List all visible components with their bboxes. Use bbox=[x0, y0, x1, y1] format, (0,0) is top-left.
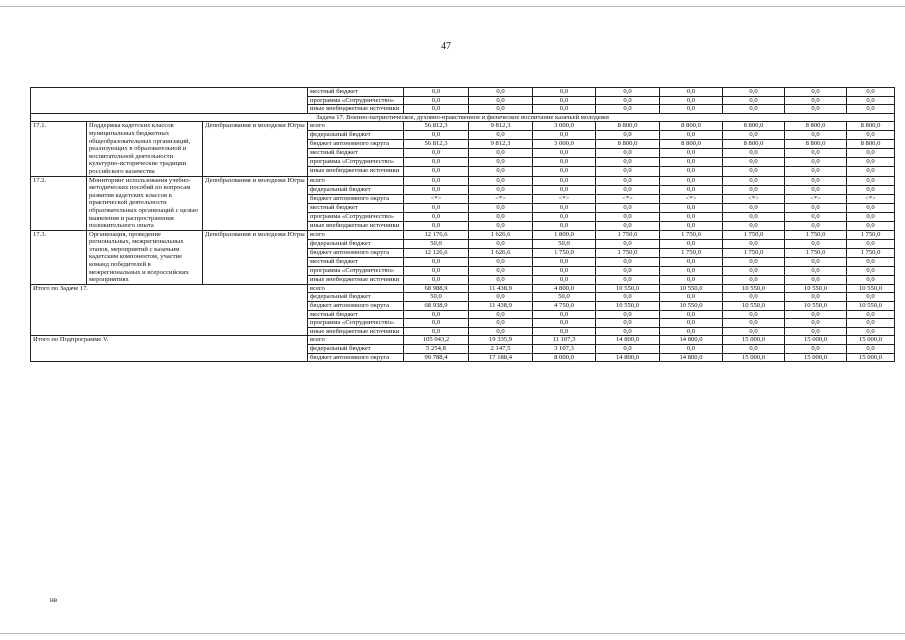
value-cell: 0,0 bbox=[660, 239, 723, 248]
item-name: Мониторинг использования учебно-методических пособий по вопросам развития кадетских классов в практической деятельности образовательных организаций с целью выявления и распространения положительного опыта bbox=[87, 176, 203, 230]
source-cell: иные внебюджетные источники bbox=[308, 275, 404, 284]
value-cell: 10 550,0 bbox=[785, 302, 847, 311]
value-cell: 0,0 bbox=[404, 96, 469, 105]
value-cell: 0,0 bbox=[785, 131, 847, 140]
value-cell: 56 812,3 bbox=[404, 140, 469, 149]
value-cell: 0,0 bbox=[660, 149, 723, 158]
value-cell: 0,0 bbox=[404, 257, 469, 266]
source-cell: всего bbox=[308, 230, 404, 239]
value-cell: 1 750,0 bbox=[785, 248, 847, 257]
value-cell: 14 800,0 bbox=[596, 353, 660, 362]
value-cell: 0,0 bbox=[469, 203, 533, 212]
source-cell: бюджет автономного округа bbox=[308, 140, 404, 149]
source-cell: федеральный бюджет bbox=[308, 293, 404, 302]
value-cell: 0,0 bbox=[847, 310, 895, 319]
value-cell: 50,0 bbox=[533, 239, 596, 248]
value-cell: 8 800,0 bbox=[723, 140, 785, 149]
value-cell: 14 800,0 bbox=[596, 336, 660, 345]
item-name: Поддержка кадетских классов муниципальных бюджетных общеобразовательных организаций, реализующих в образовательной и воспитательной деятельности культурно-исторические традиции российского казачества bbox=[87, 122, 203, 176]
value-cell: 10 550,0 bbox=[847, 284, 895, 293]
value-cell: 0,0 bbox=[785, 88, 847, 97]
value-cell: 0,0 bbox=[660, 266, 723, 275]
value-cell: 1 750,0 bbox=[596, 248, 660, 257]
total-label: Итого по Подпрограмме V. bbox=[31, 336, 308, 362]
value-cell: 0,0 bbox=[723, 167, 785, 176]
value-cell: 0,0 bbox=[404, 158, 469, 167]
value-cell: <*> bbox=[847, 194, 895, 203]
value-cell: <*> bbox=[533, 194, 596, 203]
value-cell: 10 550,0 bbox=[847, 302, 895, 311]
source-cell: иные внебюджетные источники bbox=[308, 167, 404, 176]
source-cell: федеральный бюджет bbox=[308, 131, 404, 140]
value-cell: 0,0 bbox=[469, 185, 533, 194]
source-cell: всего bbox=[308, 284, 404, 293]
value-cell: 0,0 bbox=[404, 149, 469, 158]
value-cell: 0,0 bbox=[723, 266, 785, 275]
value-cell: 11 438,9 bbox=[469, 284, 533, 293]
source-cell: бюджет автономного округа bbox=[308, 353, 404, 362]
value-cell: 11 438,9 bbox=[469, 302, 533, 311]
value-cell: 0,0 bbox=[469, 96, 533, 105]
value-cell: 0,0 bbox=[596, 176, 660, 185]
value-cell: 0,0 bbox=[404, 203, 469, 212]
value-cell: 10 550,0 bbox=[785, 284, 847, 293]
value-cell: 0,0 bbox=[847, 275, 895, 284]
value-cell: 8 000,0 bbox=[533, 353, 596, 362]
value-cell: 1 626,6 bbox=[469, 230, 533, 239]
source-cell: местный бюджет bbox=[308, 257, 404, 266]
value-cell: 0,0 bbox=[533, 176, 596, 185]
value-cell: 0,0 bbox=[533, 212, 596, 221]
value-cell: 0,0 bbox=[596, 131, 660, 140]
value-cell: 0,0 bbox=[660, 221, 723, 230]
source-cell: всего bbox=[308, 176, 404, 185]
value-cell: 0,0 bbox=[596, 203, 660, 212]
value-cell: 0,0 bbox=[723, 221, 785, 230]
value-cell: 0,0 bbox=[596, 327, 660, 336]
value-cell: 0,0 bbox=[723, 96, 785, 105]
value-cell: 0,0 bbox=[847, 239, 895, 248]
value-cell: 0,0 bbox=[847, 149, 895, 158]
value-cell: 0,0 bbox=[660, 293, 723, 302]
table-row bbox=[31, 176, 895, 185]
value-cell: 0,0 bbox=[533, 266, 596, 275]
value-cell: 14 800,0 bbox=[660, 353, 723, 362]
value-cell: <*> bbox=[469, 194, 533, 203]
value-cell: 0,0 bbox=[596, 239, 660, 248]
value-cell: 0,0 bbox=[660, 275, 723, 284]
value-cell: 8 800,0 bbox=[847, 140, 895, 149]
value-cell: 0,0 bbox=[469, 149, 533, 158]
value-cell: 1 750,0 bbox=[847, 248, 895, 257]
value-cell: 50,0 bbox=[533, 293, 596, 302]
value-cell: 0,0 bbox=[404, 275, 469, 284]
value-cell: 0,0 bbox=[785, 257, 847, 266]
source-cell: федеральный бюджет bbox=[308, 345, 404, 354]
value-cell: 4 750,0 bbox=[533, 302, 596, 311]
value-cell: 0,0 bbox=[785, 212, 847, 221]
value-cell: 0,0 bbox=[469, 310, 533, 319]
source-cell: иные внебюджетные источники bbox=[308, 105, 404, 114]
value-cell: 0,0 bbox=[660, 176, 723, 185]
value-cell: 0,0 bbox=[847, 221, 895, 230]
value-cell: 0,0 bbox=[660, 167, 723, 176]
value-cell: 0,0 bbox=[596, 310, 660, 319]
value-cell: 0,0 bbox=[469, 167, 533, 176]
table-row bbox=[31, 88, 895, 97]
source-cell: программа «Сотрудничество» bbox=[308, 212, 404, 221]
source-cell: местный бюджет bbox=[308, 203, 404, 212]
value-cell: <*> bbox=[785, 194, 847, 203]
value-cell: 0,0 bbox=[723, 327, 785, 336]
value-cell: 0,0 bbox=[404, 88, 469, 97]
value-cell: 0,0 bbox=[847, 293, 895, 302]
value-cell: 0,0 bbox=[847, 327, 895, 336]
value-cell: <*> bbox=[660, 194, 723, 203]
value-cell: 0,0 bbox=[533, 257, 596, 266]
value-cell: 1 800,0 bbox=[533, 230, 596, 239]
value-cell: 0,0 bbox=[404, 327, 469, 336]
value-cell: 0,0 bbox=[404, 319, 469, 328]
value-cell: 0,0 bbox=[847, 96, 895, 105]
value-cell: 0,0 bbox=[785, 275, 847, 284]
footer-mark: нв bbox=[50, 596, 58, 604]
value-cell: 0,0 bbox=[847, 345, 895, 354]
value-cell: 5 254,8 bbox=[404, 345, 469, 354]
budget-table bbox=[30, 87, 895, 362]
value-cell: 0,0 bbox=[533, 158, 596, 167]
value-cell: 0,0 bbox=[533, 310, 596, 319]
value-cell: 1 750,0 bbox=[723, 230, 785, 239]
source-cell: местный бюджет bbox=[308, 149, 404, 158]
value-cell: 0,0 bbox=[847, 212, 895, 221]
value-cell: 0,0 bbox=[723, 257, 785, 266]
value-cell: 0,0 bbox=[469, 176, 533, 185]
source-cell: местный бюджет bbox=[308, 310, 404, 319]
total-label: Итого по Задаче 17. bbox=[31, 284, 308, 336]
value-cell: 0,0 bbox=[723, 105, 785, 114]
value-cell: 0,0 bbox=[723, 345, 785, 354]
value-cell: 0,0 bbox=[723, 131, 785, 140]
value-cell: 0,0 bbox=[533, 96, 596, 105]
value-cell: 1 750,0 bbox=[596, 230, 660, 239]
value-cell: 8 800,0 bbox=[785, 122, 847, 131]
value-cell: 0,0 bbox=[404, 310, 469, 319]
value-cell: 0,0 bbox=[469, 105, 533, 114]
value-cell: 0,0 bbox=[660, 310, 723, 319]
value-cell: 0,0 bbox=[723, 158, 785, 167]
scan-bottom-line bbox=[0, 633, 905, 634]
value-cell: 0,0 bbox=[596, 266, 660, 275]
value-cell: 0,0 bbox=[847, 266, 895, 275]
total-row bbox=[31, 336, 895, 345]
value-cell: 0,0 bbox=[723, 293, 785, 302]
value-cell: 15 000,0 bbox=[847, 353, 895, 362]
value-cell: 0,0 bbox=[533, 327, 596, 336]
value-cell: 10 550,0 bbox=[723, 284, 785, 293]
value-cell: 1 750,0 bbox=[847, 230, 895, 239]
value-cell: 0,0 bbox=[847, 105, 895, 114]
value-cell: 1 750,0 bbox=[723, 248, 785, 257]
value-cell: 0,0 bbox=[596, 257, 660, 266]
value-cell: 0,0 bbox=[660, 131, 723, 140]
value-cell: 0,0 bbox=[785, 319, 847, 328]
value-cell: 0,0 bbox=[533, 203, 596, 212]
value-cell: 8 800,0 bbox=[596, 140, 660, 149]
value-cell: 0,0 bbox=[469, 239, 533, 248]
source-cell: иные внебюджетные источники bbox=[308, 221, 404, 230]
value-cell: 99 788,4 bbox=[404, 353, 469, 362]
value-cell: 0,0 bbox=[785, 221, 847, 230]
source-cell: программа «Сотрудничество» bbox=[308, 266, 404, 275]
value-cell: 0,0 bbox=[596, 158, 660, 167]
item-number: 17.2. bbox=[31, 176, 87, 230]
value-cell: 0,0 bbox=[723, 310, 785, 319]
value-cell: 0,0 bbox=[847, 176, 895, 185]
value-cell: 9 812,3 bbox=[469, 122, 533, 131]
value-cell: 15 000,0 bbox=[723, 353, 785, 362]
value-cell: 0,0 bbox=[469, 266, 533, 275]
value-cell: 0,0 bbox=[723, 275, 785, 284]
value-cell: 15 000,0 bbox=[847, 336, 895, 345]
value-cell: 0,0 bbox=[785, 203, 847, 212]
value-cell: 2 147,5 bbox=[469, 345, 533, 354]
value-cell: 0,0 bbox=[847, 158, 895, 167]
value-cell: 1 750,0 bbox=[660, 230, 723, 239]
value-cell: 0,0 bbox=[596, 96, 660, 105]
source-cell: местный бюджет bbox=[308, 88, 404, 97]
value-cell: 105 043,2 bbox=[404, 336, 469, 345]
value-cell: <*> bbox=[404, 194, 469, 203]
value-cell: 50,0 bbox=[404, 239, 469, 248]
value-cell: 19 335,9 bbox=[469, 336, 533, 345]
value-cell: 0,0 bbox=[660, 212, 723, 221]
value-cell: 0,0 bbox=[847, 131, 895, 140]
value-cell: 0,0 bbox=[596, 212, 660, 221]
value-cell: 1 750,0 bbox=[785, 230, 847, 239]
empty-cell bbox=[31, 88, 308, 114]
value-cell: 10 550,0 bbox=[660, 302, 723, 311]
value-cell: 0,0 bbox=[660, 105, 723, 114]
value-cell: 0,0 bbox=[404, 105, 469, 114]
value-cell: 0,0 bbox=[785, 327, 847, 336]
value-cell: 0,0 bbox=[469, 257, 533, 266]
value-cell: 0,0 bbox=[533, 131, 596, 140]
value-cell: 10 550,0 bbox=[596, 284, 660, 293]
value-cell: 8 800,0 bbox=[847, 122, 895, 131]
value-cell: 0,0 bbox=[404, 176, 469, 185]
value-cell: 10 550,0 bbox=[660, 284, 723, 293]
value-cell: 15 000,0 bbox=[785, 353, 847, 362]
value-cell: 0,0 bbox=[596, 293, 660, 302]
value-cell: 0,0 bbox=[847, 257, 895, 266]
value-cell: 0,0 bbox=[596, 167, 660, 176]
value-cell: 10 550,0 bbox=[596, 302, 660, 311]
value-cell: 8 800,0 bbox=[785, 140, 847, 149]
item-number: 17.3. bbox=[31, 230, 87, 284]
value-cell: 12 176,6 bbox=[404, 230, 469, 239]
item-executor: Депобразования и молодежи Югры bbox=[203, 230, 308, 284]
value-cell: 0,0 bbox=[469, 88, 533, 97]
value-cell: 0,0 bbox=[469, 275, 533, 284]
value-cell: 0,0 bbox=[404, 221, 469, 230]
page-number: 47 bbox=[441, 41, 451, 52]
value-cell: 0,0 bbox=[660, 327, 723, 336]
value-cell: 0,0 bbox=[847, 185, 895, 194]
value-cell: 0,0 bbox=[785, 185, 847, 194]
value-cell: 0,0 bbox=[660, 96, 723, 105]
source-cell: федеральный бюджет bbox=[308, 239, 404, 248]
value-cell: 0,0 bbox=[404, 131, 469, 140]
value-cell: 3 107,3 bbox=[533, 345, 596, 354]
value-cell: 0,0 bbox=[533, 319, 596, 328]
scan-top-line bbox=[0, 6, 905, 7]
value-cell: 0,0 bbox=[847, 167, 895, 176]
value-cell: 0,0 bbox=[533, 88, 596, 97]
total-row bbox=[31, 284, 895, 293]
value-cell: 3 000,0 bbox=[533, 140, 596, 149]
value-cell: 0,0 bbox=[404, 212, 469, 221]
value-cell: 0,0 bbox=[596, 105, 660, 114]
table-body bbox=[31, 88, 895, 362]
value-cell: 1 626,6 bbox=[469, 248, 533, 257]
task-header-row bbox=[31, 113, 895, 122]
item-number: 17.1. bbox=[31, 122, 87, 176]
source-cell: бюджет автономного округа bbox=[308, 302, 404, 311]
value-cell: 0,0 bbox=[785, 310, 847, 319]
value-cell: 10 550,0 bbox=[723, 302, 785, 311]
value-cell: 0,0 bbox=[723, 185, 785, 194]
value-cell: <*> bbox=[723, 194, 785, 203]
value-cell: 0,0 bbox=[533, 149, 596, 158]
value-cell: 15 000,0 bbox=[723, 336, 785, 345]
value-cell: 0,0 bbox=[660, 319, 723, 328]
value-cell: 9 812,3 bbox=[469, 140, 533, 149]
value-cell: 0,0 bbox=[785, 266, 847, 275]
value-cell: 0,0 bbox=[469, 131, 533, 140]
value-cell: 68 988,9 bbox=[404, 284, 469, 293]
value-cell: 0,0 bbox=[785, 345, 847, 354]
value-cell: 0,0 bbox=[404, 266, 469, 275]
value-cell: 0,0 bbox=[723, 239, 785, 248]
value-cell: 0,0 bbox=[533, 221, 596, 230]
value-cell: 0,0 bbox=[469, 293, 533, 302]
value-cell: 0,0 bbox=[469, 319, 533, 328]
value-cell: 1 750,0 bbox=[533, 248, 596, 257]
value-cell: 0,0 bbox=[660, 185, 723, 194]
value-cell: 0,0 bbox=[469, 221, 533, 230]
value-cell: 0,0 bbox=[785, 158, 847, 167]
value-cell: 0,0 bbox=[785, 176, 847, 185]
source-cell: программа «Сотрудничество» bbox=[308, 319, 404, 328]
table-row bbox=[31, 122, 895, 131]
value-cell: 0,0 bbox=[596, 88, 660, 97]
source-cell: всего bbox=[308, 122, 404, 131]
value-cell: 0,0 bbox=[785, 239, 847, 248]
value-cell: 0,0 bbox=[596, 319, 660, 328]
value-cell: 0,0 bbox=[533, 167, 596, 176]
source-cell: программа «Сотрудничество» bbox=[308, 96, 404, 105]
value-cell: 0,0 bbox=[785, 293, 847, 302]
value-cell: 1 750,0 bbox=[660, 248, 723, 257]
value-cell: 50,0 bbox=[404, 293, 469, 302]
value-cell: 3 000,0 bbox=[533, 122, 596, 131]
value-cell: <*> bbox=[596, 194, 660, 203]
value-cell: 0,0 bbox=[596, 345, 660, 354]
value-cell: 0,0 bbox=[723, 176, 785, 185]
source-cell: федеральный бюджет bbox=[308, 185, 404, 194]
value-cell: 0,0 bbox=[469, 158, 533, 167]
value-cell: 0,0 bbox=[785, 149, 847, 158]
value-cell: 0,0 bbox=[723, 319, 785, 328]
value-cell: 8 800,0 bbox=[723, 122, 785, 131]
value-cell: 12 126,6 bbox=[404, 248, 469, 257]
value-cell: 0,0 bbox=[596, 275, 660, 284]
value-cell: 4 800,0 bbox=[533, 284, 596, 293]
source-cell: бюджет автономного округа bbox=[308, 248, 404, 257]
value-cell: 0,0 bbox=[404, 185, 469, 194]
value-cell: 0,0 bbox=[660, 257, 723, 266]
source-cell: программа «Сотрудничество» bbox=[308, 158, 404, 167]
value-cell: 0,0 bbox=[723, 212, 785, 221]
value-cell: 0,0 bbox=[469, 327, 533, 336]
value-cell: 8 800,0 bbox=[596, 122, 660, 131]
value-cell: 0,0 bbox=[723, 88, 785, 97]
value-cell: 0,0 bbox=[847, 88, 895, 97]
value-cell: 0,0 bbox=[785, 105, 847, 114]
value-cell: 0,0 bbox=[596, 221, 660, 230]
source-cell: бюджет автономного округа bbox=[308, 194, 404, 203]
value-cell: 0,0 bbox=[533, 275, 596, 284]
value-cell: 0,0 bbox=[847, 319, 895, 328]
value-cell: 68 938,9 bbox=[404, 302, 469, 311]
value-cell: 0,0 bbox=[723, 203, 785, 212]
table-row bbox=[31, 230, 895, 239]
value-cell: 0,0 bbox=[785, 96, 847, 105]
value-cell: 15 000,0 bbox=[785, 336, 847, 345]
value-cell: 0,0 bbox=[596, 149, 660, 158]
item-executor: Депобразования и молодежи Югры bbox=[203, 176, 308, 230]
value-cell: 0,0 bbox=[660, 203, 723, 212]
source-cell: всего bbox=[308, 336, 404, 345]
value-cell: 0,0 bbox=[660, 88, 723, 97]
value-cell: 11 107,3 bbox=[533, 336, 596, 345]
value-cell: 14 800,0 bbox=[660, 336, 723, 345]
value-cell: 0,0 bbox=[596, 185, 660, 194]
value-cell: 8 800,0 bbox=[660, 122, 723, 131]
value-cell: 17 188,4 bbox=[469, 353, 533, 362]
value-cell: 0,0 bbox=[847, 203, 895, 212]
value-cell: 0,0 bbox=[404, 167, 469, 176]
value-cell: 0,0 bbox=[723, 149, 785, 158]
task-header: Задача 17. Военно-патриотическое, духовно-нравственное и физическое воспитание казачьей молодежи bbox=[31, 113, 895, 122]
source-cell: иные внебюджетные источники bbox=[308, 327, 404, 336]
value-cell: 0,0 bbox=[533, 185, 596, 194]
value-cell: 0,0 bbox=[469, 212, 533, 221]
value-cell: 0,0 bbox=[533, 105, 596, 114]
value-cell: 0,0 bbox=[660, 158, 723, 167]
item-name: Организация, проведение региональных, межрегиональных этапов, мероприятий с казачьим кадетским компонентом, участие команд победителей в межрегиональных и всероссийских мероприятиях bbox=[87, 230, 203, 284]
item-executor: Депобразования и молодежи Югры bbox=[203, 122, 308, 176]
value-cell: 8 800,0 bbox=[660, 140, 723, 149]
value-cell: 56 812,3 bbox=[404, 122, 469, 131]
value-cell: 0,0 bbox=[785, 167, 847, 176]
value-cell: 0,0 bbox=[660, 345, 723, 354]
